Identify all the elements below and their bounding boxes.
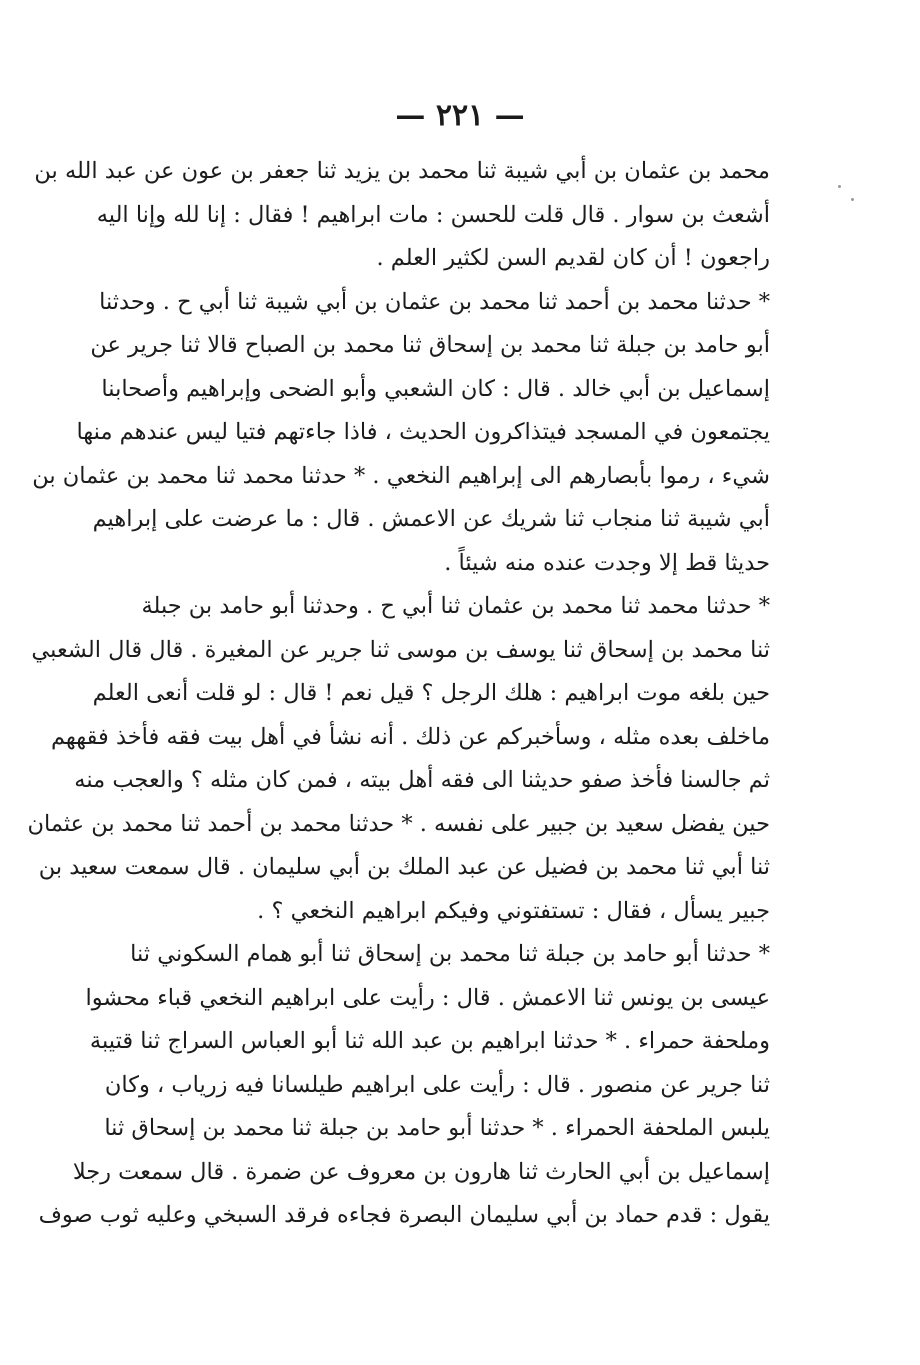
text-line: حين يفضل سعيد بن جبير على نفسه . * حدثنا محمد بن أحمد ثنا محمد بن عثمان [27,810,770,837]
text-line: ثنا جرير عن منصور . قال : رأيت على ابراهيم طيلسانا فيه زرياب ، وكان [104,1071,770,1098]
text-line: حين بلغه موت ابراهيم : هلك الرجل ؟ قيل نعم ! قال : لو قلت أنعى العلم [92,680,770,706]
text-line: جبير يسأل ، فقال : تستفتوني وفيكم ابراهيم النخعي ؟ . [257,897,770,924]
text-line: شيء ، رموا بأبصارهم الى إبراهيم النخعي . * حدثنا محمد ثنا محمد بن عثمان بن [32,462,770,489]
text-line: أبي شيبة ثنا منجاب ثنا شريك عن الاعمش . قال : ما عرضت على إبراهيم [92,506,770,532]
text-line: يجتمعون في المسجد فيتذاكرون الحديث ، فاذا جاءتهم فتيا ليس عندهم منها [76,419,770,445]
text-line: عيسى بن يونس ثنا الاعمش . قال : رأيت على ابراهيم النخعي قباء محشوا [85,984,770,1011]
text-line: * حدثنا أبو حامد بن جبلة ثنا محمد بن إسحاق ثنا أبو همام السكوني ثنا [130,941,770,967]
text-line: أشعث بن سوار . قال قلت للحسن : مات ابراهيم ! فقال : إنا لله وإنا اليه [96,201,770,228]
text-line: أبو حامد بن جبلة ثنا محمد بن إسحاق ثنا محمد بن الصباح قالا ثنا جرير عن [90,332,770,358]
text-line: ثم جالسنا فأخذ صفو حديثنا الى فقه أهل بيته ، فمن كان مثله ؟ والعجب منه [74,767,770,793]
page-number: — ٢٢١ — [395,98,525,133]
scan-speck [838,185,841,188]
text-line: * حدثنا محمد بن أحمد ثنا محمد بن عثمان بن أبي شيبة ثنا أبي ح . وحدثنا [99,288,770,315]
text-line: يقول : قدم حماد بن أبي سليمان البصرة فجاءه فرقد السبخي وعليه ثوب صوف [38,1202,770,1228]
scan-speck [851,198,854,201]
text-line: إسماعيل بن أبي خالد . قال : كان الشعبي وأبو الضحى وإبراهيم وأصحابنا [101,375,770,402]
text-line: وملحفة حمراء . * حدثنا ابراهيم بن عبد الله ثنا أبو العباس السراج ثنا قتيبة [89,1028,770,1054]
text-line: راجعون ! أن كان لقديم السن لكثير العلم . [376,245,770,271]
text-line: محمد بن عثمان بن أبي شيبة ثنا محمد بن يزيد ثنا جعفر بن عون عن عبد الله بن [34,158,770,184]
text-line: حديثا قط إلا وجدت عنده منه شيئاً . [444,549,770,576]
body-text [27,150,770,1238]
text-line: ثنا محمد بن إسحاق ثنا يوسف بن موسى ثنا جرير عن المغيرة . قال قال الشعبي [31,636,770,663]
text-line: يلبس الملحفة الحمراء . * حدثنا أبو حامد بن جبلة ثنا محمد بن إسحاق ثنا [104,1115,770,1141]
text-line: ماخلف بعده مثله ، وسأخبركم عن ذلك . أنه نشأ في أهل بيت فقه فأخذ فقههم [50,723,770,750]
text-line: ثنا أبي ثنا محمد بن فضيل عن عبد الملك بن أبي سليمان . قال سمعت سعيد بن [38,854,770,880]
text-line: إسماعيل بن أبي الحارث ثنا هارون بن معروف عن ضمرة . قال سمعت رجلا [72,1158,770,1185]
text-line: * حدثنا محمد ثنا محمد بن عثمان ثنا أبي ح . وحدثنا أبو حامد بن جبلة [141,593,770,619]
